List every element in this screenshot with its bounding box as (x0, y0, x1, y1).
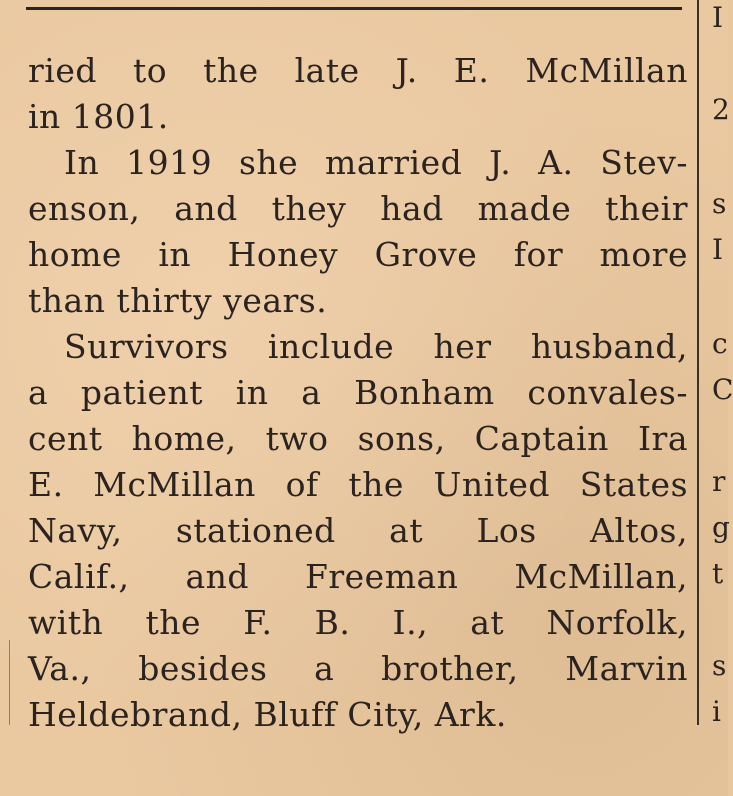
article-line: enson, and they had made their (28, 189, 688, 228)
adjacent-column-fragment: I (712, 233, 724, 266)
article-line: home in Honey Grove for more (28, 235, 688, 274)
article-line: with the F. B. I., at Norfolk, (28, 603, 688, 642)
adjacent-column-fragment: c (712, 327, 728, 360)
article-line: Heldebrand, Bluff City, Ark. (28, 695, 507, 734)
adjacent-column-fragment: g (712, 511, 730, 544)
article-line: E. McMillan of the United States (28, 465, 688, 504)
article-line: a patient in a Bonham convales- (28, 373, 688, 412)
column-divider (697, 0, 699, 725)
adjacent-column-fragment: r (712, 465, 726, 498)
obituary-article (28, 48, 688, 738)
article-line: than thirty years. (28, 281, 328, 320)
article-line: cent home, two sons, Captain Ira (28, 419, 688, 458)
adjacent-column-fragment: i (712, 695, 721, 728)
article-line: Survivors include her husband, (64, 327, 688, 366)
left-edge-rule (9, 640, 10, 725)
article-line: Calif., and Freeman McMillan, (28, 557, 688, 596)
top-rule (26, 7, 682, 10)
adjacent-column-fragment: C (712, 373, 733, 406)
adjacent-column-fragment: I (712, 1, 724, 34)
article-line: In 1919 she married J. A. Stev- (64, 143, 688, 182)
adjacent-column-fragment: s (712, 187, 727, 220)
article-line: Va., besides a brother, Marvin (28, 649, 688, 688)
article-line: Navy, stationed at Los Altos, (28, 511, 688, 550)
adjacent-column-fragment: t (712, 557, 724, 590)
article-line: in 1801. (28, 97, 169, 136)
article-line: ried to the late J. E. McMillan (28, 51, 688, 90)
adjacent-column-fragment: s (712, 649, 727, 682)
adjacent-column-fragment: 2 (712, 93, 730, 126)
